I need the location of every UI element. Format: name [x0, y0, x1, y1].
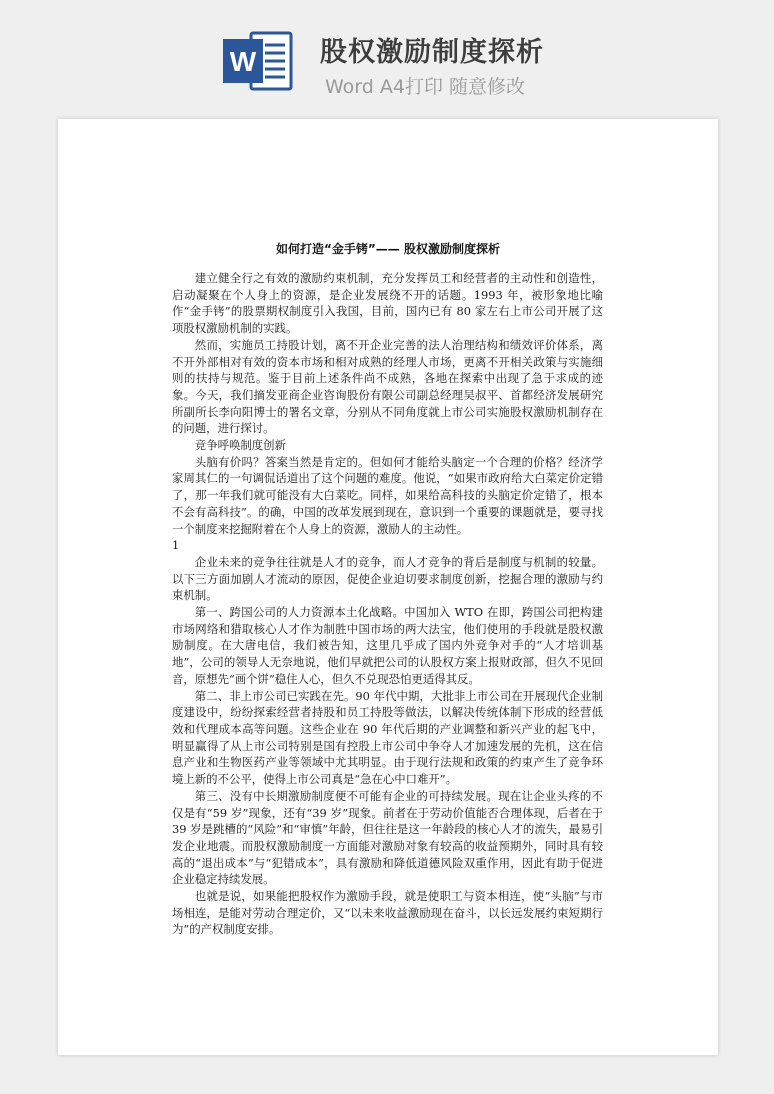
- word-icon-letter: W: [229, 46, 257, 77]
- banner-title: 股权激励制度探析: [320, 37, 544, 68]
- page-number: 1: [172, 538, 180, 553]
- banner-subtitle: Word A4打印 随意修改: [325, 76, 526, 98]
- paragraph-context: 然而，实施员工持股计划，离不开企业完善的法人治理结构和绩效评价体系，离不开外部相对有效的资本市场和相对成熟的经理人市场，更离不开相关政策与实施细则的扶持与规范。鉴于目前上述条件尚不成熟，各地在探索中出现了急于求成的迹象。今天，我们摘发亚商企业咨询股份有限公司副总经理吴叔平、首都经济发展研究所副所长李向阳博士的署名文章，分别从不同角度就上市公司实施股权激励机制存在的问题，进行探讨。: [172, 337, 603, 436]
- document-page: [58, 119, 718, 1055]
- paragraph-intro: 建立健全行之有效的激励约束机制，充分发挥员工和经营者的主动性和创造性，启动凝聚在个人身上的资源，是企业发展绕不开的话题。1993 年，被形象地比喻作“金手铐”的股票期权制度引入我国，目前，国内已有 80 家左右上市公司开展了这项股权激励机制的实践。: [172, 271, 603, 336]
- paragraph-price: 头脑有价吗？答案当然是肯定的。但如何才能给头脑定一个合理的价格？经济学家周其仁的一句调侃话道出了这个问题的难度。他说，“如果市政府给大白菜定价定错了，那一年我们就可能没有大白菜吃。同样，如果给高科技的头脑定价定错了，根本不会有高科技”。的确，中国的改革发展到现在，意识到一个重要的课题就是，要寻找一个制度来挖掘附着在个人身上的资源，激励人的主动性。: [172, 454, 603, 536]
- word-icon: [221, 25, 295, 97]
- banner: [0, 0, 774, 112]
- section-heading: 竞争呼唤制度创新: [194, 438, 286, 453]
- document-body: [172, 270, 603, 938]
- paragraph-conclusion: 也就是说，如果能把股权作为激励手段，就是使职工与资本相连，使“头脑”与市场相连，是能对劳动合理定价，又“以未来收益激励现在奋斗，以长远发展约束短期行为”的产权制度安排。: [172, 889, 603, 937]
- paragraph-point-2: 第二、非上市公司已实践在先。90 年代中期，大批非上市公司在开展现代企业制度建设中，纷纷探索经营者持股和员工持股等做法，以解决传统体制下形成的经营低效和代理成本高等问题。这些企业在 90 年代后期的产业调整和新兴产业的起飞中，明显赢得了从上市公司特别是国有控股上市公司中争夺人才加速发展的先机，这在信息产业和生物医药产业等领域中尤其明显。由于现行法规和政策的约束产生了竞争环境上新的不公平，使得上市公司真是“急在心中口难开”。: [172, 688, 603, 787]
- document-title: 如何打造“金手铐”—— 股权激励制度探析: [276, 242, 500, 256]
- paragraph-point-1: 第一、跨国公司的人力资源本土化战略。中国加入 WTO 在即，跨国公司把构建市场网络和猎取核心人才作为制胜中国市场的两大法宝，他们使用的手段就是股权激励制度。在大唐电信，我们被告知，这里几乎成了国内外竞争对手的“人才培训基地”，公司的领导人无奈地说，他们早就把公司的认股权方案上报财政部，但久不见回音，原想先“画个饼”稳住人心，但久不兑现恐怕更适得其反。: [172, 605, 603, 686]
- paragraph-point-3: 第三、没有中长期激励制度便不可能有企业的可持续发展。现在让企业头疼的不仅是有“59 岁”现象，还有“39 岁”现象。前者在于劳动价值能否合理体现，后者在于 39 岁是跳槽的“风险”和“审慎”年龄，但往往是这一年龄段的核心人才的流失，最易引发企业地震。而股权激励制度一方面能对激励对象有较高的收益预期外，同时具有较高的“退出成本”与“犯错成本”，具有激励和降低道德风险双重作用，因此有助于促进企业稳定持续发展。: [172, 788, 603, 887]
- paragraph-competition: 企业未来的竞争往往就是人才的竞争，而人才竞争的背后是制度与机制的较量。以下三方面加剧人才流动的原因，促使企业迫切要求制度创新，挖掘合理的激励与约束机制。: [172, 554, 603, 603]
